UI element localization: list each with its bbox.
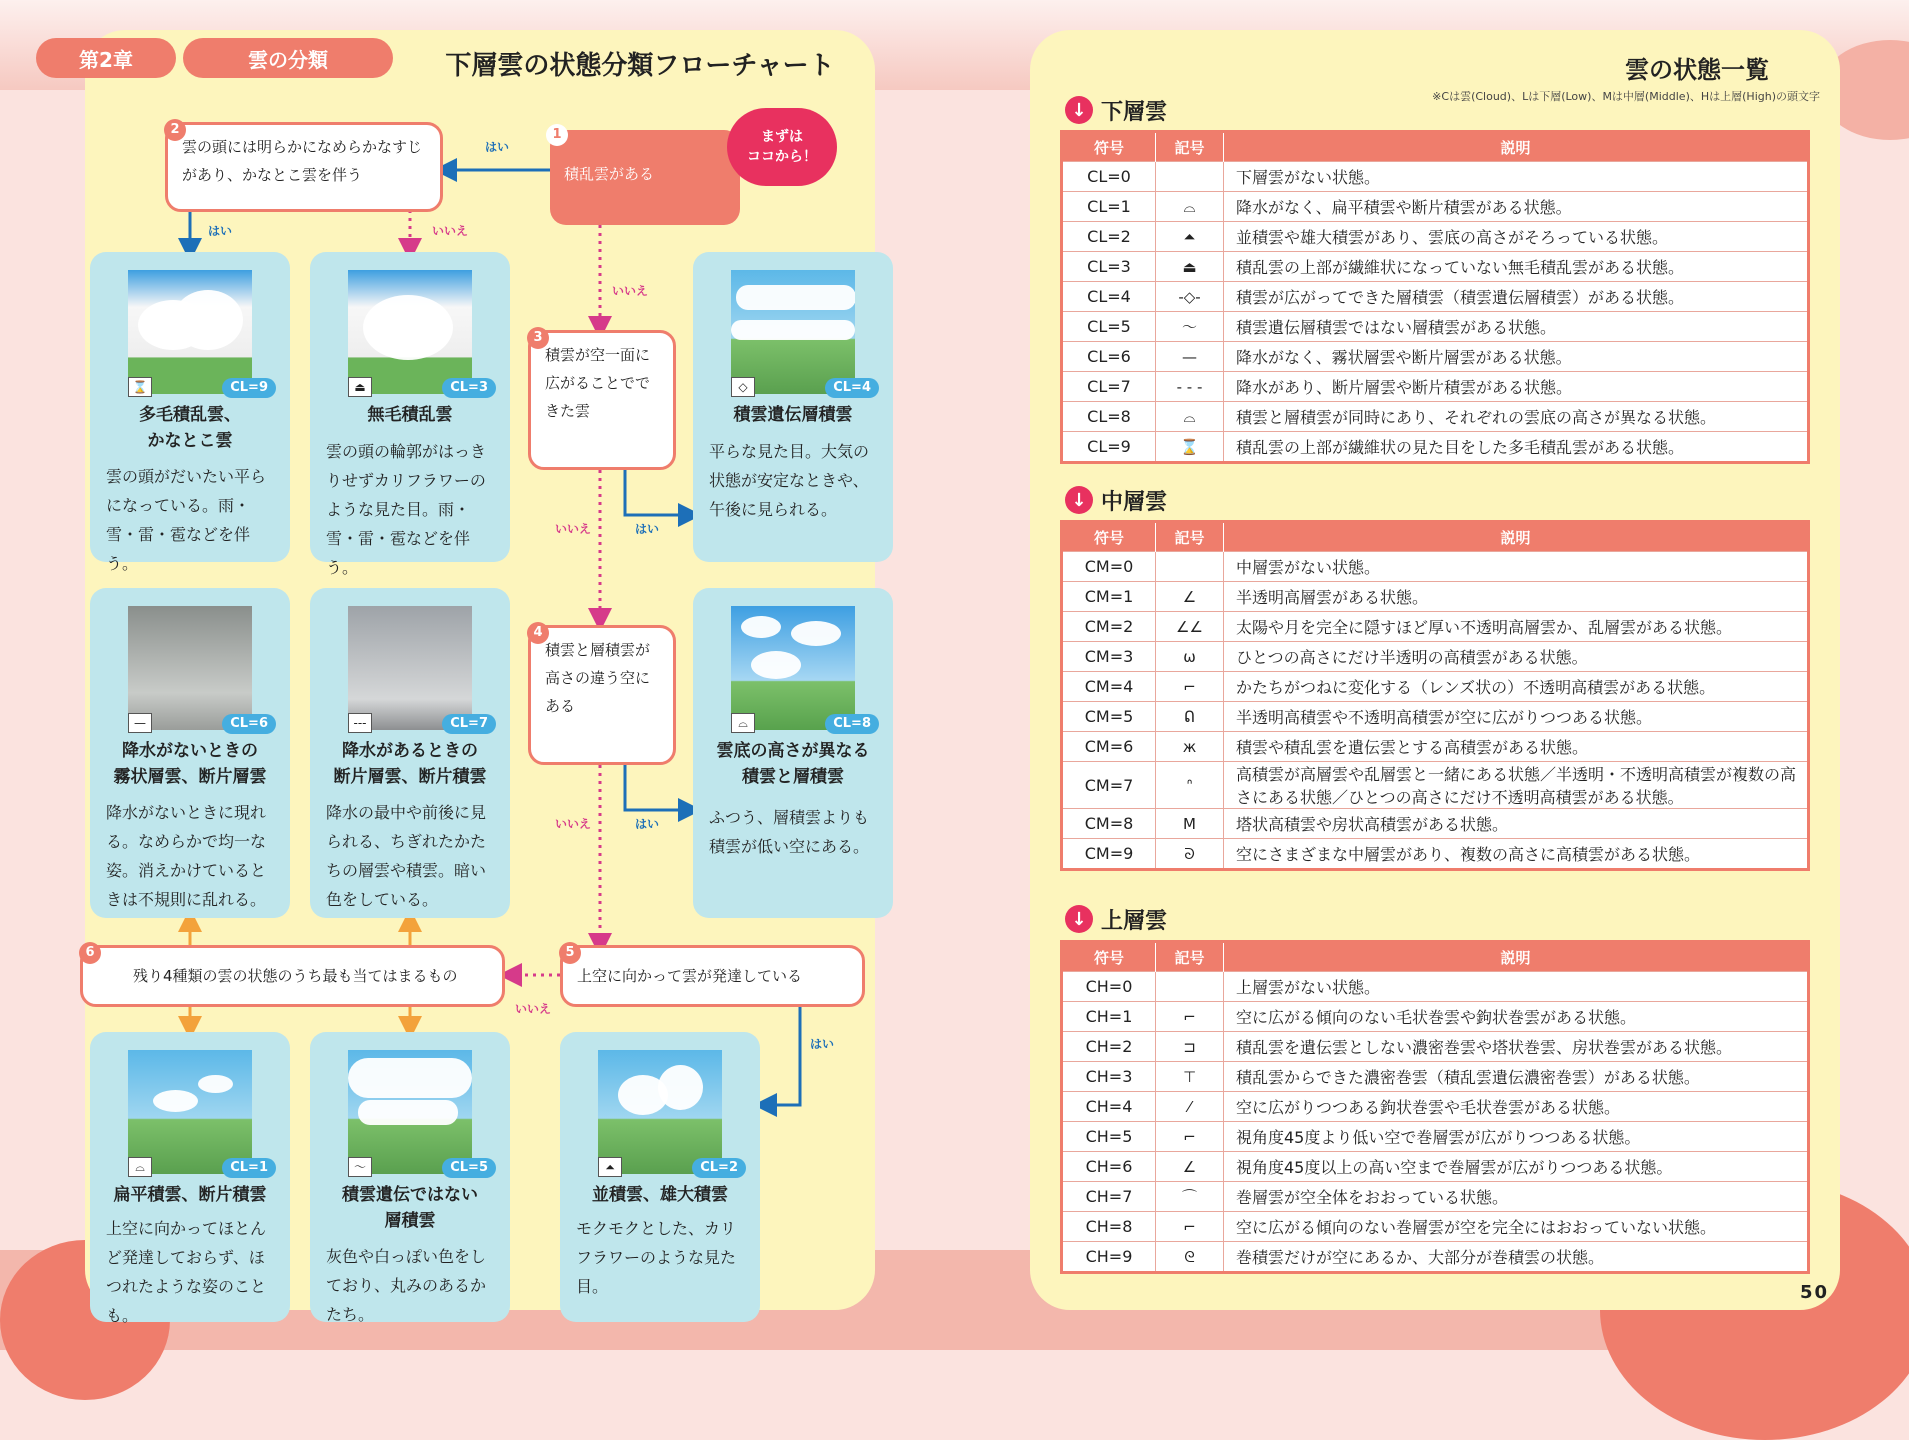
node-text: 雲の頭には明らかになめらかなすじがあり、かなとこ雲を伴う: [182, 138, 423, 184]
table-row: [1062, 1032, 1809, 1062]
flow-node-6: [80, 945, 505, 1007]
row-symbol-icon: ⌐: [1156, 672, 1224, 702]
chapter-number: 第2章: [36, 38, 176, 78]
row-code: CM=1: [1062, 582, 1156, 612]
table-row: [1062, 1212, 1809, 1242]
row-symbol-icon: ⌐: [1156, 1122, 1224, 1152]
row-code: CH=6: [1062, 1152, 1156, 1182]
cloud-card-cl2: [560, 1032, 760, 1322]
table-row: [1062, 672, 1809, 702]
row-description: 太陽や月を完全に隠すほど厚い不透明高層雲か、乱層雲がある状態。: [1224, 612, 1809, 642]
row-symbol-icon: ж: [1156, 732, 1224, 762]
cloud-photo: [128, 606, 252, 730]
row-description: 降水がなく、扁平積雲や断片積雲がある状態。: [1224, 192, 1809, 222]
row-symbol-icon: ᘐ: [1156, 839, 1224, 870]
row-code: CH=2: [1062, 1032, 1156, 1062]
row-code: CM=0: [1062, 552, 1156, 582]
cloud-symbol-icon: —: [128, 713, 152, 733]
table-row: [1062, 312, 1809, 342]
section-label: 上層雲: [1101, 908, 1168, 934]
card-description: 雲の頭の輪郭がはっきりせずカリフラワーのような見た目。雨・雪・雷・雹などを伴う。: [326, 442, 487, 577]
card-title: 雲底の高さが異なる: [716, 741, 870, 761]
col-symbol: 記号: [1156, 132, 1224, 162]
row-symbol-icon: [1156, 162, 1224, 192]
flow-node-2: [165, 122, 443, 212]
node-number: 6: [79, 942, 101, 964]
table-row: [1062, 839, 1809, 870]
cloud-symbol-icon: ⏏: [348, 377, 372, 397]
cloud-photo: [731, 606, 855, 730]
table-row: [1062, 552, 1809, 582]
cloud-photo: [128, 1050, 252, 1174]
card-title: 多毛積乱雲、: [139, 405, 241, 425]
row-description: 積乱雲を遺伝雲としない濃密巻雲や塔状巻雲、房状巻雲がある状態。: [1224, 1032, 1809, 1062]
row-description: 積雲や積乱雲を遺伝雲とする高積雲がある状態。: [1224, 732, 1809, 762]
table-row: [1062, 1182, 1809, 1212]
page-number: 50: [1800, 1282, 1830, 1303]
node-text: 積雲が空一面に広がることでできた雲: [545, 346, 651, 420]
row-code: CL=9: [1062, 432, 1156, 463]
row-symbol-icon: [1156, 972, 1224, 1002]
yes-label: はい: [485, 140, 510, 154]
section-header-middle: [1065, 483, 1167, 517]
no-label: いいえ: [555, 522, 592, 536]
row-symbol-icon: ⌛: [1156, 432, 1224, 463]
row-symbol-icon: - - -: [1156, 372, 1224, 402]
yes-label: はい: [635, 817, 660, 831]
list-note: ※Cは雲(Cloud)、Lは下層(Low)、Mは中層(Middle)、Hは上層(High)の頭文字: [1432, 90, 1820, 103]
row-symbol-icon: -◇-: [1156, 282, 1224, 312]
row-description: 巻層雲が空全体をおおっている状態。: [1224, 1182, 1809, 1212]
row-symbol-icon: ⊐: [1156, 1032, 1224, 1062]
row-symbol-icon: ω: [1156, 642, 1224, 672]
row-code: CH=4: [1062, 1092, 1156, 1122]
node-text: 積雲と層積雲が高さの違う空にある: [545, 641, 651, 715]
cloud-card-cl3: [310, 252, 510, 577]
start-here-bubble: [727, 108, 837, 186]
row-description: 巻積雲だけが空にあるか、大部分が巻積雲の状態。: [1224, 1242, 1809, 1273]
row-description: 中層雲がない状態。: [1224, 552, 1809, 582]
no-label: いいえ: [555, 817, 592, 831]
row-symbol-icon: ∠: [1156, 1152, 1224, 1182]
card-title: 並積雲、雄大積雲: [592, 1185, 728, 1205]
row-symbol-icon: 〜: [1156, 312, 1224, 342]
row-description: 空に広がる傾向のない毛状巻雲や鉤状巻雲がある状態。: [1224, 1002, 1809, 1032]
row-description: 積雲が広がってできた層積雲（積雲遺伝層積雲）がある状態。: [1224, 282, 1809, 312]
cloud-photo: [348, 270, 472, 394]
row-symbol-icon: ⏏: [1156, 252, 1224, 282]
row-description: 下層雲がない状態。: [1224, 162, 1809, 192]
table-row: [1062, 642, 1809, 672]
row-code: CM=4: [1062, 672, 1156, 702]
cloud-photo: [348, 606, 472, 730]
table-row: [1062, 192, 1809, 222]
cloud-symbol-icon: 〜: [348, 1157, 372, 1177]
cloud-card-cl7: [310, 588, 510, 918]
row-description: 降水があり、断片層雲や断片積雲がある状態。: [1224, 372, 1809, 402]
table-row: [1062, 252, 1809, 282]
cloud-code-badge: CL=9: [222, 378, 276, 398]
cloud-table-middle: [1060, 520, 1810, 871]
row-code: CH=3: [1062, 1062, 1156, 1092]
row-description: 降水がなく、霧状層雲や断片層雲がある状態。: [1224, 342, 1809, 372]
card-description: 上空に向かってほとんど発達しておらず、ほつれたような姿のことも。: [106, 1219, 267, 1325]
node-text: 積乱雲がある: [564, 165, 655, 183]
card-description: モクモクとした、カリフラワーのような見た目。: [576, 1219, 737, 1296]
row-description: 並積雲や雄大積雲があり、雲底の高さがそろっている状態。: [1224, 222, 1809, 252]
flow-node-1: [550, 127, 740, 225]
row-symbol-icon: ⌓: [1156, 192, 1224, 222]
cloud-card-cl4: [693, 252, 893, 562]
no-label: いいえ: [515, 1002, 552, 1016]
row-code: CH=7: [1062, 1182, 1156, 1212]
yes-label: はい: [810, 1037, 835, 1051]
flow-node-5: [560, 945, 865, 1007]
cloud-symbol-icon: ---: [348, 713, 372, 733]
node-number: 2: [164, 119, 186, 141]
table-row: [1062, 972, 1809, 1002]
table-row: [1062, 809, 1809, 839]
card-title: 積雲遺伝層積雲: [733, 405, 853, 425]
card-title: 積雲遺伝ではない: [342, 1185, 478, 1205]
section-label: 中層雲: [1101, 489, 1168, 515]
row-code: CL=8: [1062, 402, 1156, 432]
row-description: 高積雲が高層雲や乱層雲と一緒にある状態／半透明・不透明高積雲が複数の高さにある状態／ひとつの高さにだけ不透明高積雲がある状態。: [1224, 762, 1809, 809]
chapter-title: 雲の分類: [183, 38, 393, 78]
col-code: 符号: [1062, 522, 1156, 552]
card-title: 無毛積乱雲: [367, 405, 453, 425]
node-number: 5: [559, 942, 581, 964]
card-description: 降水がないときに現れる。なめらかで均一な姿。消えかけているときは不規則に乱れる。: [106, 803, 267, 909]
table-row: [1062, 432, 1809, 463]
row-description: 塔状高積雲や房状高積雲がある状態。: [1224, 809, 1809, 839]
table-row: [1062, 582, 1809, 612]
row-symbol-icon: ⌒: [1156, 1182, 1224, 1212]
node-number: 3: [527, 327, 549, 349]
card-description: 降水の最中や前後に見られる、ちぎれたかたちの層雲や積雲。暗い色をしている。: [326, 803, 487, 909]
row-symbol-icon: ⏶: [1156, 222, 1224, 252]
cloud-code-badge: CL=8: [825, 714, 879, 734]
row-symbol-icon: ᐢ: [1156, 762, 1224, 809]
node-text: 残り4種類の雲の状態のうち最も当てはまるもの: [133, 967, 458, 985]
row-symbol-icon: ⌓: [1156, 402, 1224, 432]
no-label: いいえ: [432, 224, 469, 238]
cloud-symbol-icon: ⌓: [731, 713, 755, 733]
row-description: 積乱雲からできた濃密巻雲（積乱雲遺伝濃密巻雲）がある状態。: [1224, 1062, 1809, 1092]
arrow-down-icon: ↓: [1065, 96, 1093, 124]
cloud-card-cl5: [310, 1032, 510, 1322]
col-desc: 説明: [1224, 942, 1809, 972]
card-title: 降水があるときの: [342, 741, 478, 761]
table-row: [1062, 702, 1809, 732]
row-code: CM=5: [1062, 702, 1156, 732]
table-row: [1062, 732, 1809, 762]
row-description: 積乱雲の上部が繊維状になっていない無毛積乱雲がある状態。: [1224, 252, 1809, 282]
cloud-card-cl8: [693, 588, 893, 918]
list-title: 雲の状態一覧: [1625, 56, 1769, 84]
table-row: [1062, 222, 1809, 252]
table-row: [1062, 1122, 1809, 1152]
node-number: 4: [527, 622, 549, 644]
cloud-code-badge: CL=7: [442, 714, 496, 734]
cloud-photo: [731, 270, 855, 394]
cloud-photo: [598, 1050, 722, 1174]
row-code: CH=8: [1062, 1212, 1156, 1242]
table-row: [1062, 282, 1809, 312]
row-code: CM=7: [1062, 762, 1156, 809]
no-label: いいえ: [612, 284, 649, 298]
flow-node-4: [528, 625, 676, 765]
col-code: 符号: [1062, 942, 1156, 972]
cloud-table-low: [1060, 130, 1810, 464]
row-code: CL=0: [1062, 162, 1156, 192]
row-code: CH=5: [1062, 1122, 1156, 1152]
arrow-down-icon: ↓: [1065, 486, 1093, 514]
cloud-symbol-icon: ⌓: [128, 1157, 152, 1177]
card-description: 雲の頭がだいたい平らになっている。雨・雪・雷・雹などを伴う。: [106, 467, 267, 573]
row-code: CM=8: [1062, 809, 1156, 839]
row-code: CL=4: [1062, 282, 1156, 312]
row-description: 空にさまざまな中層雲があり、複数の高さに高積雲がある状態。: [1224, 839, 1809, 870]
table-row: [1062, 612, 1809, 642]
node-number: 1: [546, 124, 568, 146]
col-symbol: 記号: [1156, 942, 1224, 972]
row-symbol-icon: [1156, 552, 1224, 582]
table-row: [1062, 402, 1809, 432]
card-description: 平らな見た目。大気の状態が安定なときや、午後に見られる。: [709, 442, 870, 519]
section-header-low: [1065, 93, 1167, 127]
row-description: 上層雲がない状態。: [1224, 972, 1809, 1002]
table-row: [1062, 1092, 1809, 1122]
yes-label: はい: [208, 224, 233, 238]
cloud-symbol-icon: ◇: [731, 377, 755, 397]
cloud-table-high: [1060, 940, 1810, 1274]
cloud-card-cl6: [90, 588, 290, 918]
cloud-card-cl9: [90, 252, 290, 573]
cloud-code-badge: CL=1: [222, 1158, 276, 1178]
col-desc: 説明: [1224, 522, 1809, 552]
table-row: [1062, 1062, 1809, 1092]
cloud-photo: [128, 270, 252, 394]
row-symbol-icon: ᘓ: [1156, 1242, 1224, 1273]
row-code: CL=2: [1062, 222, 1156, 252]
card-title: 霧状層雲、断片層雲: [113, 767, 267, 787]
card-title: 断片層雲、断片積雲: [333, 767, 487, 787]
row-symbol-icon: ⊤: [1156, 1062, 1224, 1092]
card-description: ふつう、層積雲よりも積雲が低い空にある。: [709, 808, 870, 856]
cloud-code-badge: CL=5: [442, 1158, 496, 1178]
cloud-code-badge: CL=2: [692, 1158, 746, 1178]
row-description: 積雲遺伝層積雲ではない層積雲がある状態。: [1224, 312, 1809, 342]
row-symbol-icon: Ⅿ: [1156, 809, 1224, 839]
row-description: かたちがつねに変化する（レンズ状の）不透明高積雲がある状態。: [1224, 672, 1809, 702]
row-description: 視角度45度以上の高い空まで巻層雲が広がりつつある状態。: [1224, 1152, 1809, 1182]
cloud-code-badge: CL=6: [222, 714, 276, 734]
table-row: [1062, 342, 1809, 372]
row-code: CL=1: [1062, 192, 1156, 222]
row-description: 半透明高積雲や不透明高積雲が空に広がりつつある状態。: [1224, 702, 1809, 732]
row-description: 空に広がる傾向のない巻層雲が空を完全にはおおっていない状態。: [1224, 1212, 1809, 1242]
section-header-high: [1065, 902, 1167, 936]
start-here-text: まずは ココから！: [747, 129, 817, 165]
table-row: [1062, 162, 1809, 192]
card-title: かなとこ雲: [147, 431, 233, 451]
row-code: CL=6: [1062, 342, 1156, 372]
row-description: ひとつの高さにだけ半透明の高積雲がある状態。: [1224, 642, 1809, 672]
node-text: 上空に向かって雲が発達している: [577, 967, 803, 985]
row-code: CH=1: [1062, 1002, 1156, 1032]
row-description: 積乱雲の上部が繊維状の見た目をした多毛積乱雲がある状態。: [1224, 432, 1809, 463]
cloud-photo: [348, 1050, 472, 1174]
row-description: 空に広がりつつある鉤状巻雲や毛状巻雲がある状態。: [1224, 1092, 1809, 1122]
card-title: 層積雲: [384, 1211, 436, 1231]
card-title: 降水がないときの: [122, 741, 258, 761]
cloud-symbol-icon: ⌛: [128, 377, 152, 397]
row-symbol-icon: ⌐: [1156, 1212, 1224, 1242]
row-symbol-icon: ᕠ: [1156, 702, 1224, 732]
row-description: 積雲と層積雲が同時にあり、それぞれの雲底の高さが異なる状態。: [1224, 402, 1809, 432]
cloud-code-badge: CL=3: [442, 378, 496, 398]
table-row: [1062, 1152, 1809, 1182]
row-code: CM=6: [1062, 732, 1156, 762]
row-description: 視角度45度より低い空で巻層雲が広がりつつある状態。: [1224, 1122, 1809, 1152]
row-code: CM=2: [1062, 612, 1156, 642]
section-label: 下層雲: [1101, 99, 1168, 125]
table-row: [1062, 1242, 1809, 1273]
row-symbol-icon: —: [1156, 342, 1224, 372]
row-code: CH=0: [1062, 972, 1156, 1002]
row-code: CH=9: [1062, 1242, 1156, 1273]
row-symbol-icon: ∠∠: [1156, 612, 1224, 642]
card-title: 積雲と層積雲: [742, 767, 844, 787]
flow-node-3: [528, 330, 676, 470]
flowchart-title: 下層雲の状態分類フローチャート: [445, 51, 835, 81]
col-desc: 説明: [1224, 132, 1809, 162]
cloud-code-badge: CL=4: [825, 378, 879, 398]
yes-label: はい: [635, 522, 660, 536]
table-row: [1062, 1002, 1809, 1032]
card-description: 灰色や白っぽい色をしており、丸みのあるかたち。: [326, 1247, 487, 1324]
cloud-symbol-icon: ⏶: [598, 1157, 622, 1177]
row-symbol-icon: ⌐: [1156, 1002, 1224, 1032]
table-row: [1062, 762, 1809, 809]
row-code: CM=9: [1062, 839, 1156, 870]
row-code: CL=3: [1062, 252, 1156, 282]
col-symbol: 記号: [1156, 522, 1224, 552]
table-row: [1062, 372, 1809, 402]
col-code: 符号: [1062, 132, 1156, 162]
cloud-card-cl1: [90, 1032, 290, 1325]
row-code: CL=7: [1062, 372, 1156, 402]
row-symbol-icon: ∠: [1156, 582, 1224, 612]
row-code: CL=5: [1062, 312, 1156, 342]
row-code: CM=3: [1062, 642, 1156, 672]
row-symbol-icon: ⁄: [1156, 1092, 1224, 1122]
arrow-down-icon: ↓: [1065, 905, 1093, 933]
row-description: 半透明高層雲がある状態。: [1224, 582, 1809, 612]
card-title: 扁平積雲、断片積雲: [113, 1185, 267, 1205]
